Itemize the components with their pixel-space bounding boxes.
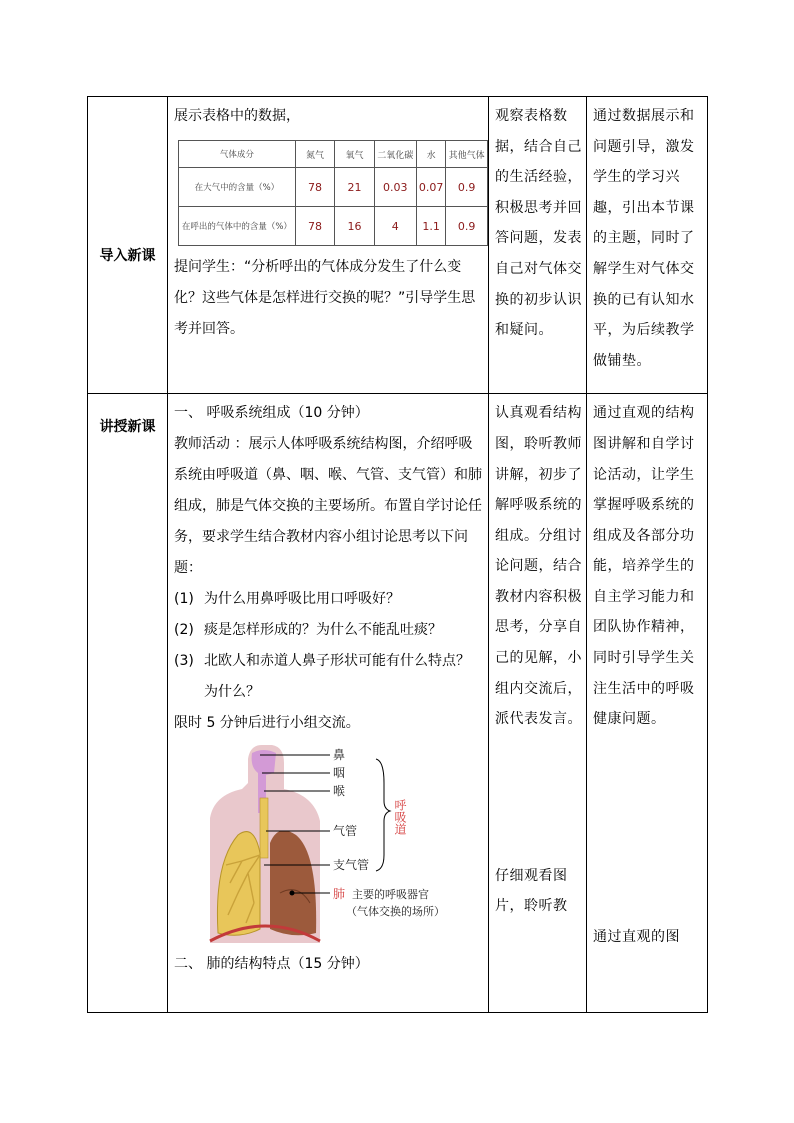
label-nose: 鼻 [333, 748, 346, 763]
list-item [174, 646, 482, 708]
student-activity-cell [489, 394, 587, 1013]
student-activity-text: 观察表格数据，结合自己的生活经验，积极思考并回答问题，发表自己对气体交换的初步认识和疑问。 [495, 108, 582, 339]
gas-value: 0.9 [446, 207, 488, 246]
gas-header-cell: 氧气 [335, 141, 375, 168]
gas-value: 0.9 [446, 168, 488, 207]
gas-value: 78 [295, 168, 335, 207]
design-intent-text: 通过直观的结构图讲解和自学讨论活动，让学生掌握呼吸系统的组成及各部分功能，培养学生的自主学习能力和团队协作精神，同时引导学生关注生活中的呼吸健康问题。 [593, 405, 695, 728]
respiratory-system-diagram [180, 743, 470, 943]
label-lung: 肺 [333, 887, 346, 902]
question-text: 痰是怎样形成的？为什么不能乱吐痰？ [204, 622, 442, 639]
gas-value: 21 [335, 168, 375, 207]
stage-cell [88, 97, 168, 394]
gas-header-cell: 其他气体 [446, 141, 488, 168]
gas-value: 4 [374, 207, 416, 246]
label-trachea: 气管 [333, 824, 358, 839]
student-activity-cell [489, 97, 587, 394]
gas-value: 1.1 [416, 207, 446, 246]
gas-value: 0.03 [374, 168, 416, 207]
gas-header-cell: 二氧化碳 [374, 141, 416, 168]
design-intent-text-2: 通过直观的图 [593, 928, 680, 945]
time-limit-text: 限时 5 分钟后进行小组交流。 [174, 715, 360, 732]
design-intent-cell [587, 97, 708, 394]
respiratory-tract-label: 呼吸道 [393, 799, 407, 836]
stage-label: 导入新课 [99, 248, 156, 264]
trachea-shape [260, 798, 268, 858]
tract-brace [376, 759, 390, 871]
intro-text: 展示表格中的数据， [174, 108, 300, 124]
question-number: (2) [174, 622, 194, 639]
section-heading: 一、 呼吸系统组成（10 分钟） [174, 405, 369, 422]
gas-header-cell: 水 [416, 141, 446, 168]
lesson-plan-table [87, 96, 708, 1013]
table-row [88, 394, 708, 1013]
question-text: 北欧人和赤道人鼻子形状可能有什么特点？为什么？ [204, 653, 470, 701]
label-larynx: 喉 [333, 784, 346, 799]
question-text: 提问学生：“分析呼出的气体成分发生了什么变化？这些气体是怎样进行交换的呢？”引导学生思考并回答。 [174, 259, 476, 337]
gas-value: 0.07 [416, 168, 446, 207]
student-activity-text-2: 仔细观看图片，聆听教 [495, 867, 568, 915]
stage-label: 讲授新课 [99, 419, 156, 436]
label-pharynx: 咽 [333, 766, 346, 781]
lung-note-2: （气体交换的场所） [346, 905, 445, 919]
label-bronchi: 支气管 [333, 858, 370, 873]
lung-note: 主要的呼吸器官 [352, 888, 429, 902]
question-number: (3) [174, 653, 194, 670]
section-heading: 二、 肺的结构特点（15 分钟） [174, 956, 369, 973]
list-item [174, 584, 482, 615]
teacher-activity-cell [168, 97, 489, 394]
question-list [174, 584, 482, 708]
gas-composition-table [178, 140, 488, 246]
gas-row-label: 在呼出的气体中的含量（%） [179, 207, 296, 246]
gas-row-label: 在大气中的含量（%） [179, 168, 296, 207]
question-number: (1) [174, 591, 194, 608]
gas-value: 78 [295, 207, 335, 246]
teacher-activity-text: 教师活动 ：展示人体呼吸系统结构图，介绍呼吸系统由呼吸道（鼻、咽、喉、气管、支气管）和肺组成，肺是气体交换的主要场所。布置自学讨论任务，要求学生结合教材内容小组讨论思考以下问题： [174, 436, 482, 577]
gas-header-cell: 氮气 [295, 141, 335, 168]
question-text: 为什么用鼻呼吸比用口呼吸好？ [204, 591, 400, 608]
teacher-activity-cell [168, 394, 489, 1013]
list-item [174, 615, 482, 646]
lung-pointer-dot [290, 891, 295, 896]
gas-header-cell: 气体成分 [179, 141, 296, 168]
gas-value: 16 [335, 207, 375, 246]
design-intent-text: 通过数据展示和问题引导，激发学生的学习兴趣，引出本节课的主题，同时了解学生对气体交换的已有认知水平，为后续教学做铺垫。 [593, 108, 695, 369]
stage-cell [88, 394, 168, 1013]
student-activity-text: 认真观看结构图，聆听教师讲解，初步了解呼吸系统的组成。分组讨论问题，结合教材内容积极思考，分享自己的见解，小组内交流后，派代表发言。 [495, 405, 582, 728]
table-row [88, 97, 708, 394]
design-intent-cell [587, 394, 708, 1013]
